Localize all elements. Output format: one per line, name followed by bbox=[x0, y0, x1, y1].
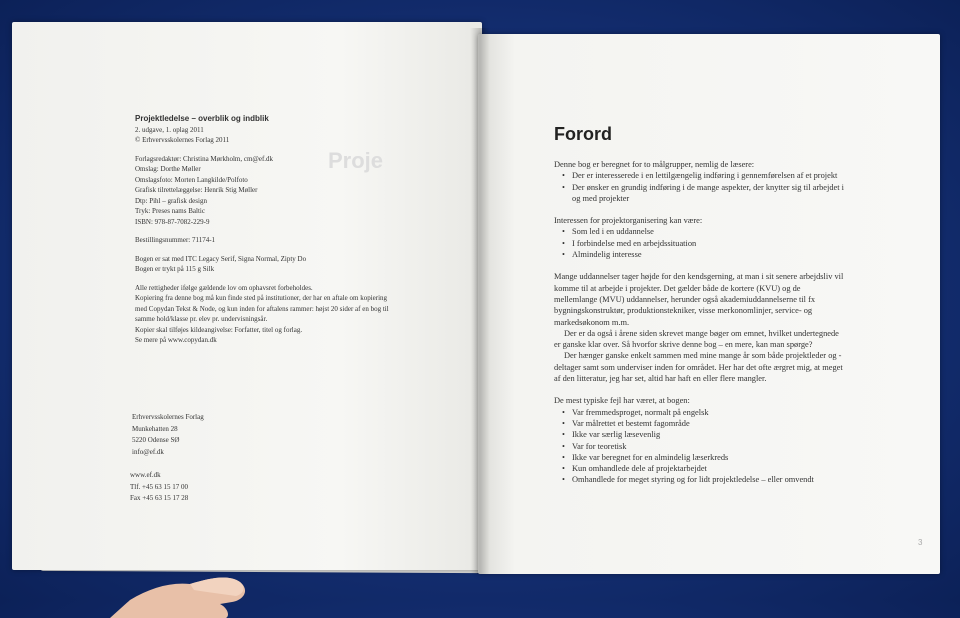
list-item: • Der ønsker en grundig indføring i de mange aspekter, der knytter sig til arbejdet i og med projekter bbox=[572, 182, 844, 205]
list-item: • Omhandlede for meget styring og for lidt projektledelse – eller omvendt bbox=[572, 474, 844, 485]
publisher-address bbox=[132, 412, 204, 458]
address-line: info@ef.dk bbox=[132, 447, 164, 456]
list-item: • I forbindelse med en arbejdssituation bbox=[572, 238, 844, 249]
colophon bbox=[135, 114, 435, 346]
address-line: Munkehatten 28 bbox=[132, 424, 178, 433]
bullet-list bbox=[554, 170, 844, 204]
credit-line: Dtp: Pihl – grafisk design bbox=[135, 196, 207, 205]
typeface-line: Bogen er sat med ITC Legacy Serif, Signa Normal, Zipty Do bbox=[135, 254, 307, 263]
list-item: • Der er interesserede i en lettilgængelig indføring i gennemførelsen af et projekt bbox=[572, 170, 844, 181]
credit-line: Grafisk tilrettelæggelse: Henrik Stig Møller bbox=[135, 186, 258, 194]
edition-line: 2. udgave, 1. oplag 2011 bbox=[135, 125, 204, 134]
credit-line: Omslag: Dorthe Møller bbox=[135, 165, 201, 173]
rights-line: med Copydan Tekst & Node, og kun inden for aftalens rammer: højst 20 sider af en bog til bbox=[135, 304, 389, 313]
paragraph: Der hænger ganske enkelt sammen med mine mange år som både projektleder og -deltager samt som underviser inden for området. Her har det ofte ærgret mig, at meget af den litteratur, jeg har set, altid har haft en eller flere mangler. bbox=[554, 351, 843, 384]
credit-line: Forlagsredaktør: Christina Mørkholm, cm@ef.dk bbox=[135, 154, 274, 163]
paragraph: Mange uddannelser tager højde for den kendsgerning, at man i sit senere arbejdsliv vil komme til at arbejde i projekter. Det gælder både de kortere (KVU) og de mellemlange (MVU) uddannelser, herunder også akademiuddannelserne til fx bygningskonstruktør, produktionstekniker, visse merkonomlinjer, service- og markedsøkonom m.m. bbox=[554, 272, 844, 327]
foreword-title: Forord bbox=[554, 124, 612, 144]
paragraph: De mest typiske fejl har været, at bogen: bbox=[554, 396, 690, 406]
contact-line: Fax +45 63 15 17 28 bbox=[130, 494, 189, 502]
bullet-list bbox=[554, 407, 844, 486]
publisher-contact bbox=[130, 470, 188, 505]
list-item: • Ikke var beregnet for en almindelig læserkreds bbox=[572, 452, 844, 463]
show-through-text: Proje bbox=[328, 148, 384, 173]
list-item: • Var fremmedsproget, normalt på engelsk bbox=[572, 407, 844, 418]
bullet-list bbox=[554, 226, 844, 260]
contact-line: www.ef.dk bbox=[130, 471, 161, 479]
isbn-line: ISBN: 978-87-7082-229-9 bbox=[135, 217, 210, 226]
page-number: 3 bbox=[918, 538, 923, 547]
hand-thumb-image bbox=[110, 538, 280, 618]
rights-line: samme hold/klasse pr. elev pr. undervisningsår. bbox=[135, 315, 268, 323]
colophon-title: Projektledelse – overblik og indblik bbox=[135, 114, 269, 123]
contact-line: Tlf. +45 63 15 17 00 bbox=[130, 482, 188, 491]
list-item: • Kun omhandlede dele af projektarbejdet bbox=[572, 463, 844, 474]
credit-line: Omslagsfoto: Morten Langkilde/Polfoto bbox=[135, 175, 248, 184]
rights-line: Kopiering fra denne bog må kun finde sted på institutioner, der har en aftale om kopiering bbox=[135, 294, 388, 302]
credit-line: Tryk: Preses nams Baltic bbox=[135, 207, 205, 215]
paper-line: Bogen er trykt på 115 g Silk bbox=[135, 265, 215, 273]
address-line: 5220 Odense SØ bbox=[132, 436, 180, 444]
list-item: • Som led i en uddannelse bbox=[572, 226, 844, 237]
paragraph: Denne bog er beregnet for to målgrupper, nemlig de læsere: bbox=[554, 160, 755, 169]
list-item: • Var målrettet et bestemt fagområde bbox=[572, 418, 844, 429]
copyright-line: © Erhvervsskolernes Forlag 2011 bbox=[135, 136, 230, 144]
paragraph: Interessen for projektorganisering kan være: bbox=[554, 216, 703, 226]
foreword bbox=[554, 124, 844, 486]
list-item: • Almindelig interesse bbox=[572, 249, 844, 260]
list-item: • Var for teoretisk bbox=[572, 441, 844, 452]
book-gutter bbox=[470, 28, 490, 574]
rights-line: Kopier skal tilføjes kildeangivelse: Forfatter, titel og forlag. bbox=[135, 325, 303, 334]
paragraph: Der er da også i årene siden skrevet mange bøger om emnet, hvilket undertegnede er ganske klar over. Så hvorfor skrive denne bog – en mere, kan man spørge? bbox=[554, 328, 839, 350]
rights-line: Alle rettigheder ifølge gældende lov om ophavsret forbeholdes. bbox=[135, 283, 313, 292]
list-item: • Ikke var særlig læsevenlig bbox=[572, 429, 844, 440]
order-number: Bestillingsnummer: 71174-1 bbox=[135, 236, 216, 244]
address-line: Erhvervsskolernes Forlag bbox=[132, 413, 204, 421]
rights-line: Se mere på www.copydan.dk bbox=[135, 336, 217, 344]
